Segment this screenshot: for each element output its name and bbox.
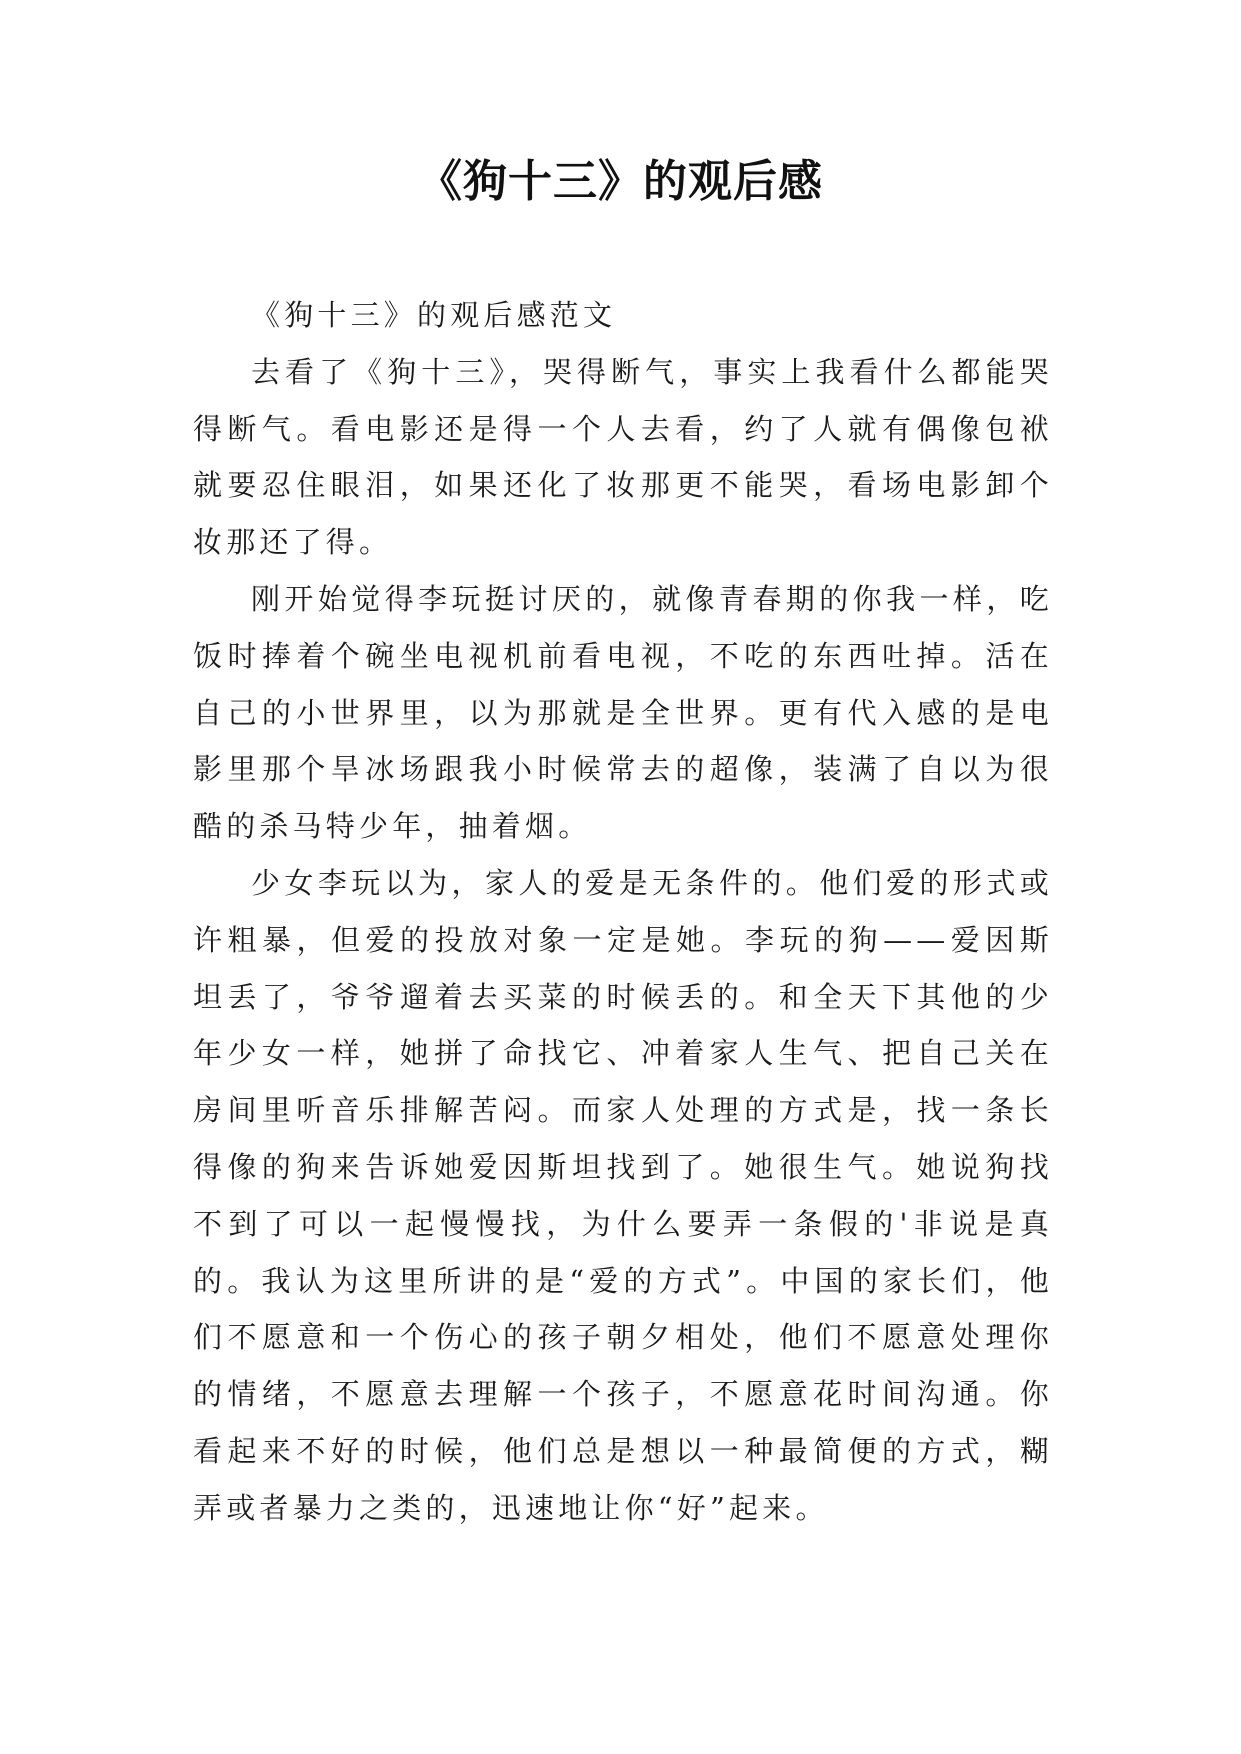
- document-body: [193, 287, 1053, 1537]
- paragraph-subtitle: 《狗十三》的观后感范文: [251, 298, 617, 332]
- paragraph: 去看了《狗十三》，哭得断气，事实上我看什么都能哭得断气。看电影还是得一个人去看，约了人就有偶像包袱就要忍住眼泪，如果还化了妆那更不能哭，看场电影卸个妆那还了得。: [193, 354, 1053, 560]
- document-title: 《狗十三》的观后感: [418, 156, 823, 207]
- paragraph: 少女李玩以为，家人的爱是无条件的。他们爱的形式或许粗暴，但爱的投放对象一定是她。李玩的狗——爱因斯坦丢了，爷爷遛着去买菜的时候丢的。和全天下其他的少年少女一样，她拼了命找它、冲着家人生气、把自己关在房间里听音乐排解苦闷。而家人处理的方式是，找一条长得像的狗来告诉她爱因斯坦找到了。她很生气。她说狗找不到了可以一起慢慢找，为什么要弄一条假的'非说是真的。我认为这里所讲的是“爱的方式”。中国的家长们，他们不愿意和一个伤心的孩子朝夕相处，他们不愿意处理你的情绪，不愿意去理解一个孩子，不愿意花时间沟通。你看起来不好的时候，他们总是想以一种最简便的方式，糊弄或者暴力之类的，迅速地让你“好”起来。: [193, 865, 1053, 1525]
- paragraph: 刚开始觉得李玩挺讨厌的，就像青春期的你我一样，吃饭时捧着个碗坐电视机前看电视，不吃的东西吐掉。活在自己的小世界里，以为那就是全世界。更有代入感的是电影里那个旱冰场跟我小时候常去的超像，装满了自以为很酷的杀马特少年，抽着烟。: [193, 581, 1053, 844]
